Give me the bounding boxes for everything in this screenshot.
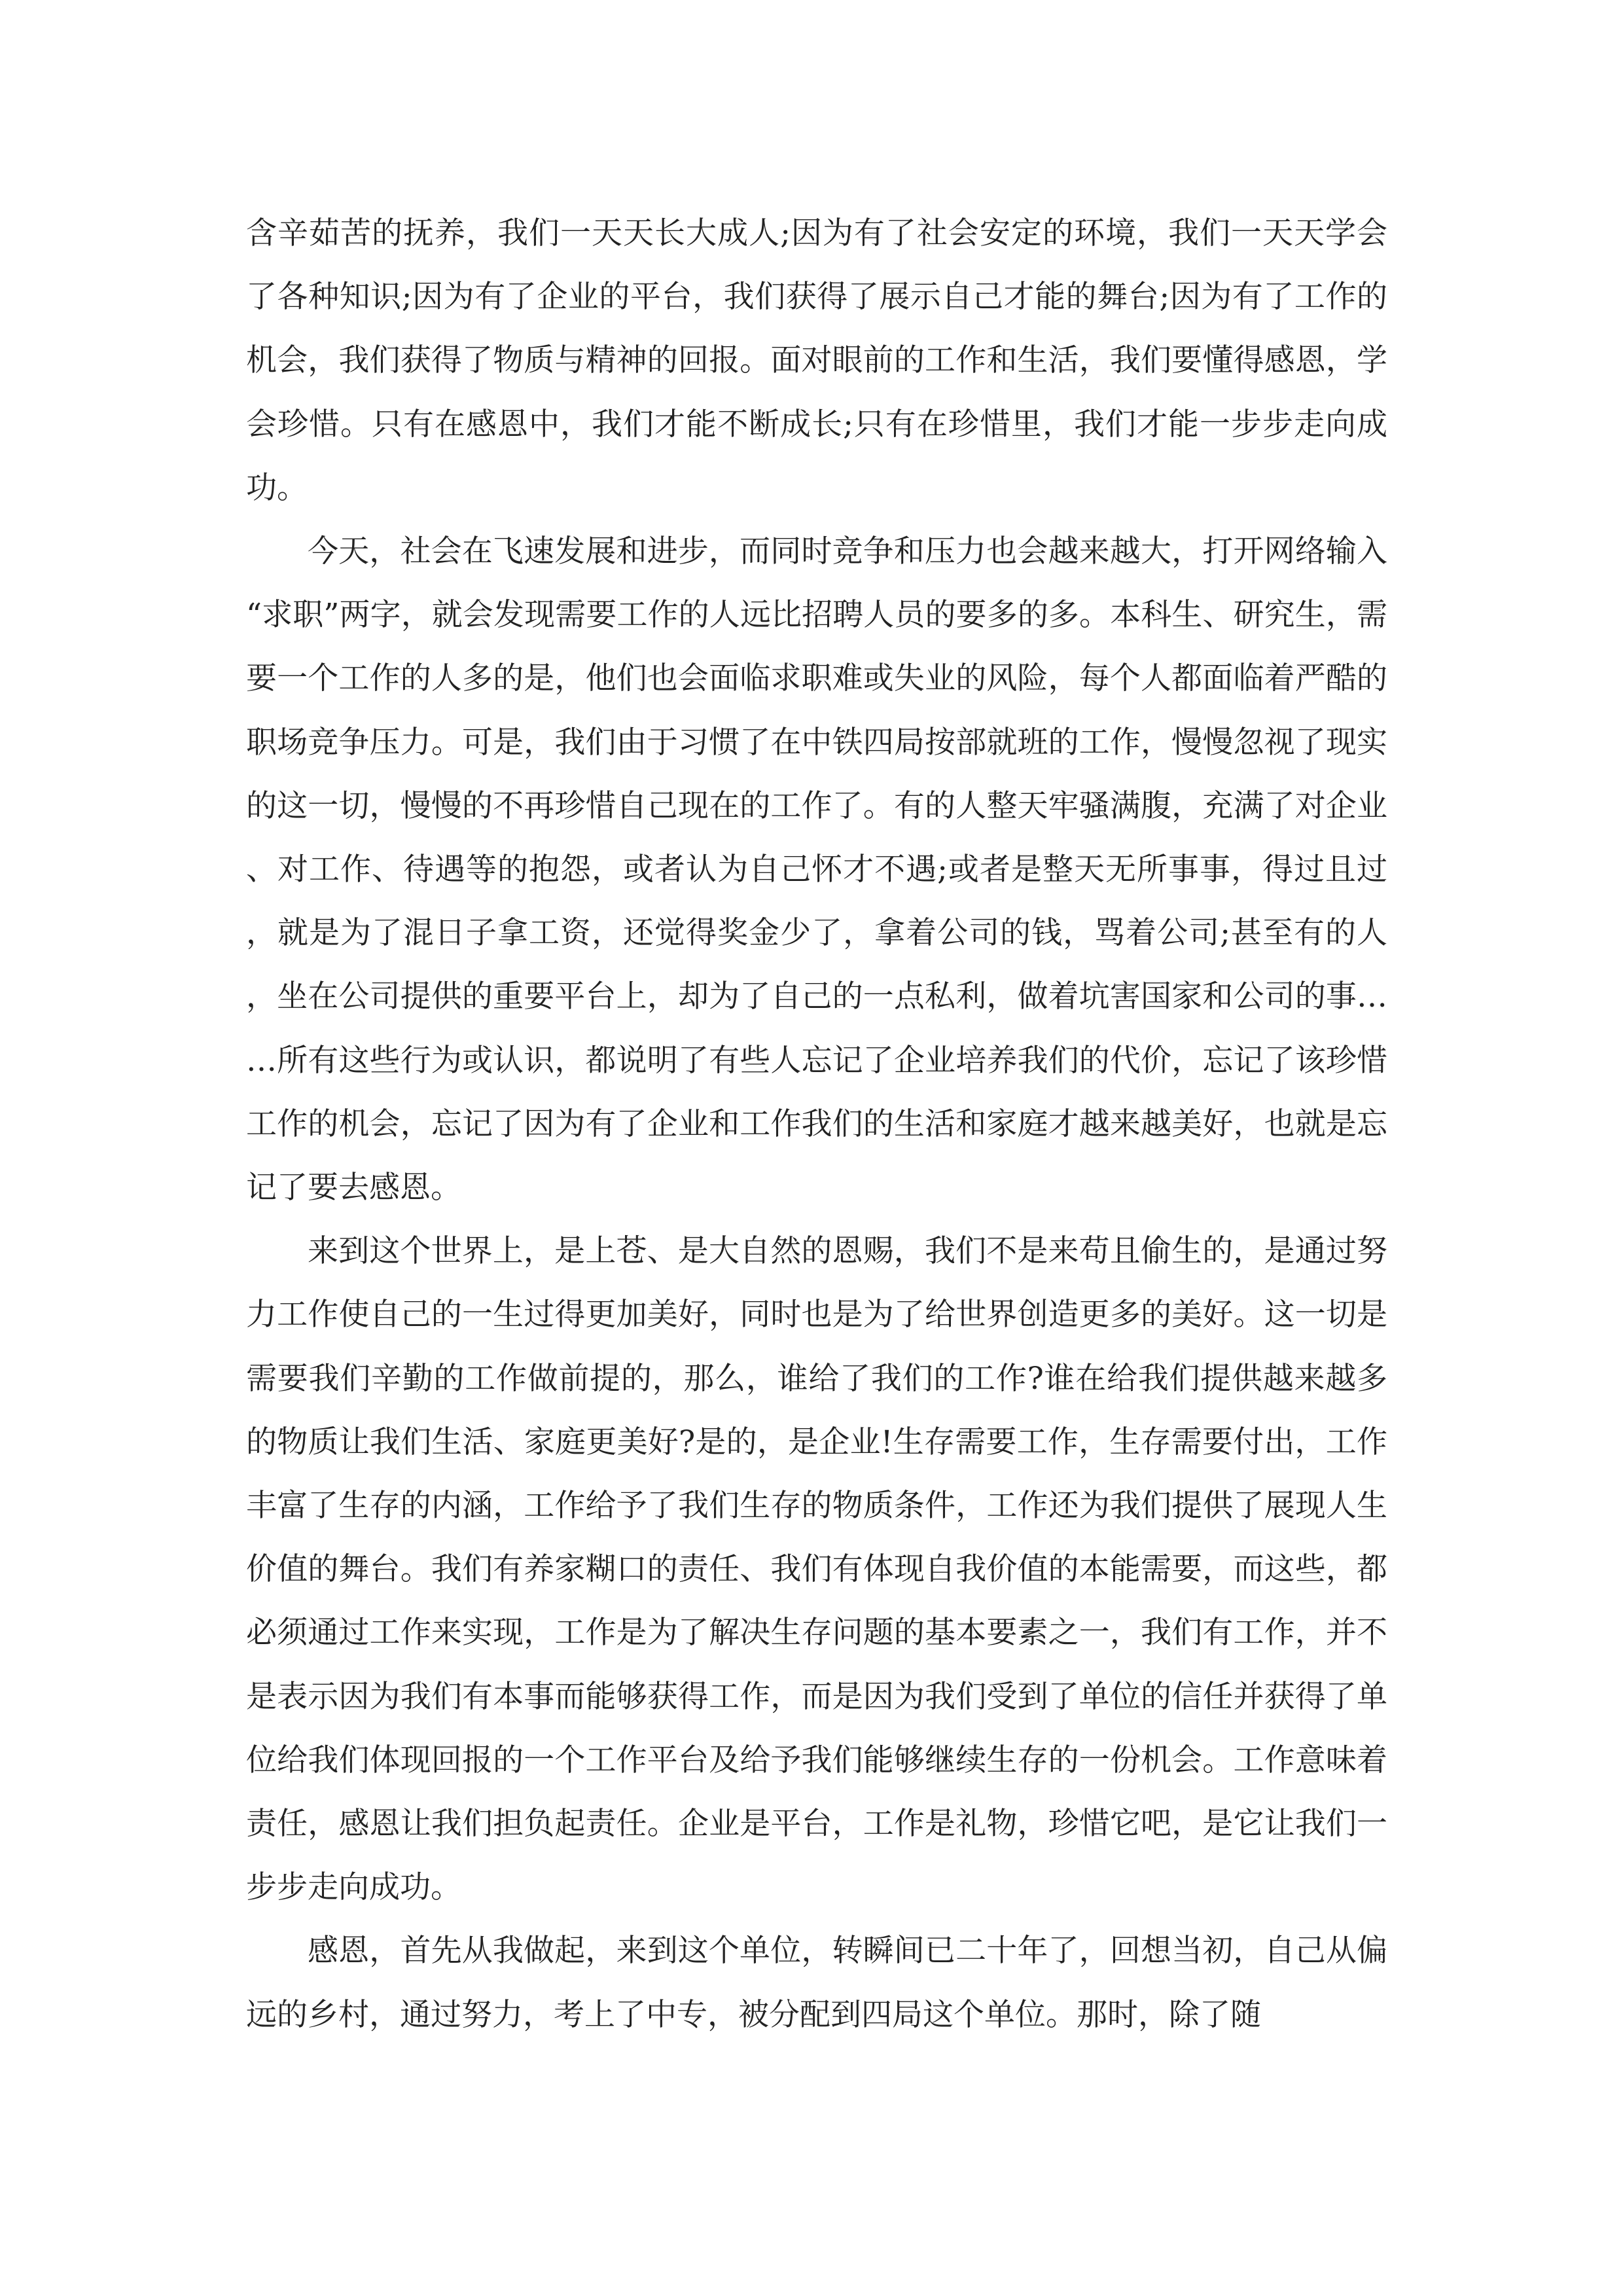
paragraph: 感恩，首先从我做起，来到这个单位，转瞬间已二十年了，回想当初，自己从偏远的乡村，通过努力，考上了中专，被分配到四局这个单位。那时，除了随	[246, 1933, 1387, 2033]
paragraph: 今天，社会在飞速发展和进步，而同时竞争和压力也会越来越大，打开网络输入“求职”两字，就会发现需要工作的人远比招聘人员的要多的多。本科生、研究生，需要一个工作的人多的是，他们也会面临求职难或失业的风险，每个人都面临着严酷的职场竞争压力。可是，我们由于习惯了在中铁四局按部就班的工作，慢慢忽视了现实的这一切，慢慢的不再珍惜自己现在的工作了。有的人整天牢骚满腹，充满了对企业、对工作、待遇等的抱怨，或者认为自己怀才不遇;或者是整天无所事事，得过且过，就是为了混日子拿工资，还觉得奖金少了，拿着公司的钱，骂着公司;甚至有的人，坐在公司提供的重要平台上，却为了自己的一点私利，做着坑害国家和公司的事……所有这些行为或认识，都说明了有些人忘记了企业培养我们的代价，忘记了该珍惜工作的机会，忘记了因为有了企业和工作我们的生活和家庭才越来越美好，也就是忘记了要去感恩。	[246, 533, 1387, 1206]
paragraph: 来到这个世界上，是上苍、是大自然的恩赐，我们不是来苟且偷生的，是通过努力工作使自己的一生过得更加美好，同时也是为了给世界创造更多的美好。这一切是需要我们辛勤的工作做前提的，那么，谁给了我们的工作?谁在给我们提供越来越多的物质让我们生活、家庭更美好?是的，是企业!生存需要工作，生存需要付出，工作丰富了生存的内涵，工作给予了我们生存的物质条件，工作还为我们提供了展现人生价值的舞台。我们有养家糊口的责任、我们有体现自我价值的本能需要，而这些，都必须通过工作来实现，工作是为了解决生存问题的基本要素之一，我们有工作，并不是表示因为我们有本事而能够获得工作，而是因为我们受到了单位的信任并获得了单位给我们体现回报的一个工作平台及给予我们能够继续生存的一份机会。工作意味着责任，感恩让我们担负起责任。企业是平台，工作是礼物，珍惜它吧，是它让我们一步步走向成功。	[246, 1233, 1387, 1906]
paragraph-continued: 含辛茹苦的抚养，我们一天天长大成人;因为有了社会安定的环境，我们一天天学会了各种知识;因为有了企业的平台，我们获得了展示自己才能的舞台;因为有了工作的机会，我们获得了物质与精神的回报。面对眼前的工作和生活，我们要懂得感恩，学会珍惜。只有在感恩中，我们才能不断成长;只有在珍惜里，我们才能一步步走向成功。	[246, 215, 1387, 506]
body-text	[246, 202, 1387, 2047]
